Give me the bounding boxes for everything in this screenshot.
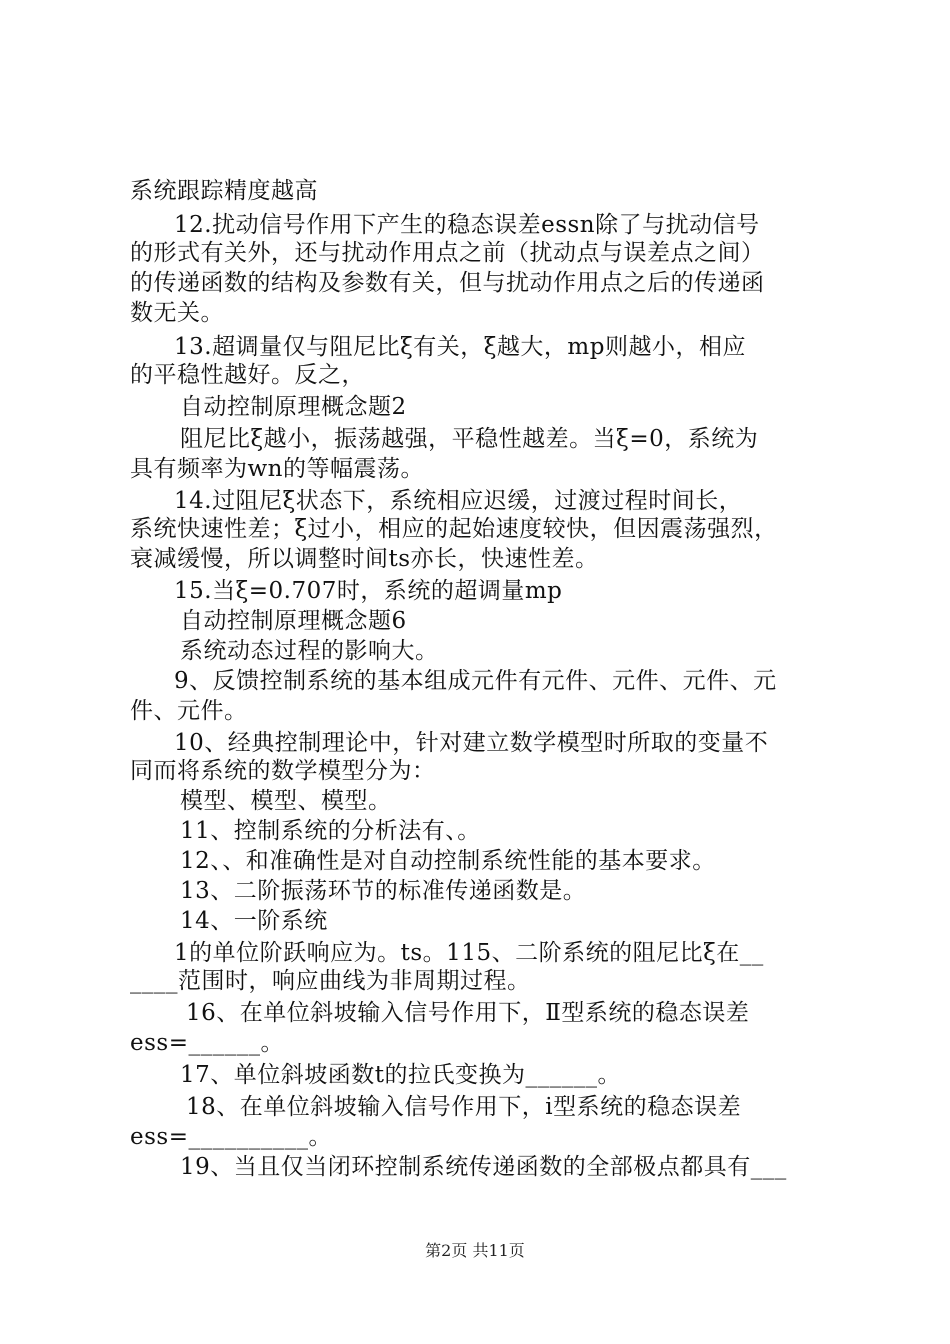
text-line: 19、当且仅当闭环控制系统传递函数的全部极点都具有___: [180, 1154, 787, 1180]
text-line: 15.当ξ=0.707时，系统的超调量mp: [174, 578, 563, 604]
text-line: 系统跟踪精度越高: [130, 178, 318, 204]
text-line: 14、一阶系统: [180, 908, 328, 934]
text-line: 自动控制原理概念题2: [180, 394, 407, 420]
text-line: ____范围时，响应曲线为非周期过程。: [130, 968, 531, 994]
text-line: 10、经典控制理论中，针对建立数学模型时所取的变量不: [174, 730, 769, 756]
text-line: 16、在单位斜坡输入信号作用下，Ⅱ型系统的稳态误差: [186, 1000, 750, 1026]
text-line: ess=______。: [130, 1030, 284, 1056]
text-line: 数无关。: [130, 300, 224, 326]
text-line: 13.超调量仅与阻尼比ξ有关，ξ越大，mp则越小，相应: [174, 334, 746, 360]
text-line: 14.过阻尼ξ状态下，系统相应迟缓，过渡过程时间长，: [174, 488, 743, 514]
text-line: 件、元件。: [130, 698, 248, 724]
page-number-footer: 第2页 共11页: [425, 1241, 525, 1260]
text-line: 同而将系统的数学模型分为：: [130, 758, 436, 784]
text-line: 12、、和准确性是对自动控制系统性能的基本要求。: [180, 848, 716, 874]
text-line: 的平稳性越好。反之，: [130, 362, 365, 388]
text-line: 阻尼比ξ越小，振荡越强，平稳性越差。当ξ=0，系统为: [180, 426, 759, 452]
text-line: 18、在单位斜坡输入信号作用下，i型系统的稳态误差: [186, 1094, 742, 1120]
text-line: 1的单位阶跃响应为。ts。115、二阶系统的阻尼比ξ在__: [174, 940, 764, 966]
text-line: 12.扰动信号作用下产生的稳态误差essn除了与扰动信号: [174, 212, 760, 238]
text-line: 17、单位斜坡函数t的拉氏变换为______。: [180, 1062, 622, 1088]
text-line: 模型、模型、模型。: [180, 788, 392, 814]
text-line: ess=__________。: [130, 1124, 332, 1150]
text-line: 9、反馈控制系统的基本组成元件有元件、元件、元件、元: [174, 668, 777, 694]
text-line: 具有频率为wn的等幅震荡。: [130, 456, 424, 482]
text-line: 衰减缓慢，所以调整时间ts亦长，快速性差。: [130, 546, 599, 572]
text-line: 系统动态过程的影响大。: [180, 638, 439, 664]
text-line: 自动控制原理概念题6: [180, 608, 407, 634]
text-line: 13、二阶振荡环节的标准传递函数是。: [180, 878, 587, 904]
text-line: 11、控制系统的分析法有、。: [180, 818, 481, 844]
text-line: 系统快速性差；ξ过小，相应的起始速度较快，但因震荡强烈，: [130, 516, 778, 542]
text-line: 的形式有关外，还与扰动作用点之前（扰动点与误差点之间）: [130, 240, 765, 266]
text-line: 的传递函数的结构及参数有关，但与扰动作用点之后的传递函: [130, 270, 765, 296]
